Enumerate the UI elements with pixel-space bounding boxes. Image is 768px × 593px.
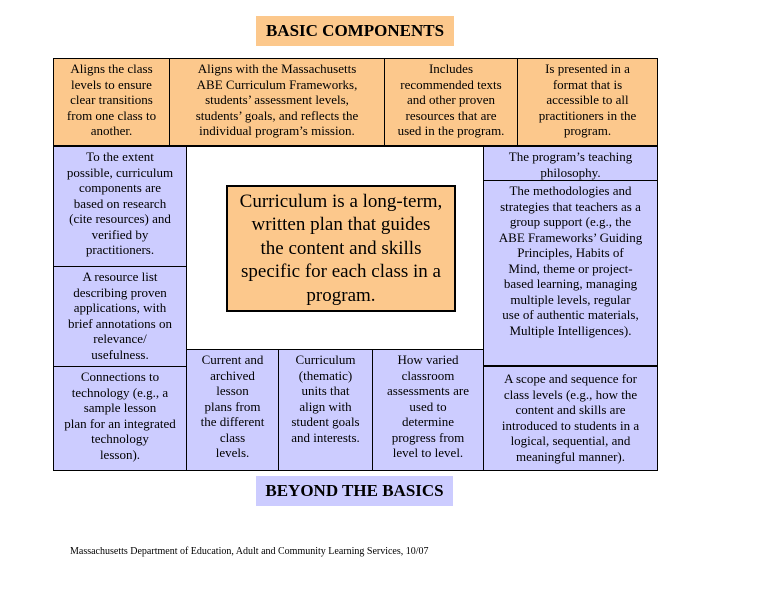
curriculum-definition-box [226, 185, 456, 312]
top-box-text: Aligns with the Massachusetts ABE Curriculum Frameworks, students’ assessment levels, students’ goals, and reflects the individual program’s mission. [195, 61, 359, 138]
right-box-methodologies [483, 180, 658, 366]
top-box-accessible-format [517, 58, 658, 146]
beyond-the-basics-title [256, 476, 453, 506]
right-box-philosophy [483, 146, 658, 181]
right-box-text: The methodologies and strategies that teachers as a group support (e.g., the ABE Frameworks’ Guiding Principles, Habits of Mind, theme or project- based learning, managing multiple levels, regular use of authentic materials, Multiple Intelligences). [498, 183, 643, 338]
right-box-text: The program’s teaching philosophy. [508, 149, 633, 180]
left-box-research [53, 146, 187, 267]
bottom-box-text: How varied classroom assessments are used to determine progress from level to level. [387, 352, 469, 460]
basic-components-title [256, 16, 454, 46]
top-box-recommended-texts [384, 58, 518, 146]
right-box-text: A scope and sequence for class levels (e.g., how the content and skills are introduced to students in a logical, sequential, and meaningful manner). [501, 371, 640, 464]
left-box-resource-list [53, 266, 187, 367]
bottom-box-lesson-plans [186, 349, 279, 471]
bottom-box-assessments [372, 349, 484, 471]
basic-components-label: BASIC COMPONENTS [265, 21, 445, 40]
bottom-box-text: Curriculum (thematic) units that align with student goals and interests. [291, 352, 360, 445]
top-box-frameworks-alignment [169, 58, 385, 146]
top-box-text: Aligns the class levels to ensure clear transitions from one class to another. [66, 61, 157, 138]
left-box-technology [53, 366, 187, 471]
right-box-scope-sequence [483, 366, 658, 471]
top-box-class-alignment [53, 58, 170, 146]
bottom-box-thematic-units [278, 349, 373, 471]
left-box-text: A resource list describing proven applications, with brief annotations on relevance/ usefulness. [68, 269, 172, 362]
curriculum-definition-text: Curriculum is a long-term, written plan that guides the content and skills specific for each class in a program. [239, 190, 443, 306]
top-box-text: Is presented in a format that is accessible to all practitioners in the program. [538, 61, 637, 138]
top-box-text: Includes recommended texts and other proven resources that are used in the program. [397, 61, 505, 138]
footer-credit-text: Massachusetts Department of Education, Adult and Community Learning Services, 10/07 [70, 546, 429, 557]
left-box-text: To the extent possible, curriculum components are based on research (cite resources) and verified by practitioners. [66, 149, 174, 257]
beyond-the-basics-label: BEYOND THE BASICS [265, 481, 444, 500]
bottom-box-text: Current and archived lesson plans from the different class levels. [200, 352, 265, 460]
footer-credit [70, 546, 429, 557]
left-box-text: Connections to technology (e.g., a sample lesson plan for an integrated technology lesson). [64, 369, 176, 462]
